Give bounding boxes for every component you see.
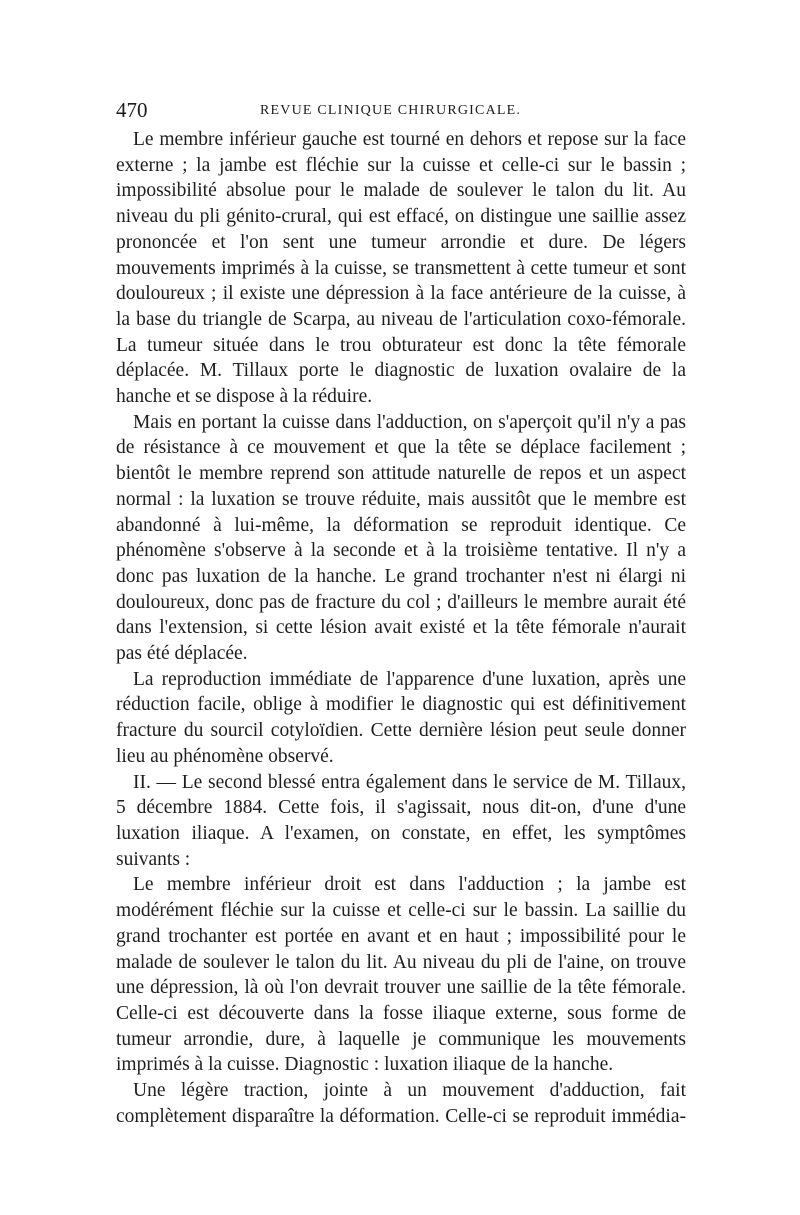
page-header: [116, 97, 686, 123]
paragraph-1: Le membre inférieur gauche est tourné en dehors et repose sur la face externe ; la jambe est fléchie sur la cuisse et celle-ci sur le bassin ; impossibilité absolue pour le malade de soulever le talon du lit. Au niveau du pli génito-crural, qui est effacé, on distingue une saillie assez prononcée et l'on sent une tumeur arrondie et dure. De légers mouvements imprimés à la cuisse, se transmettent à cette tumeur et sont douloureux ; il existe une dépression à la face antérieure de la cuisse, à la base du triangle de Scarpa, au niveau de l'articulation coxo-fémorale. La tumeur située dans le trou obturateur est donc la tête fémorale déplacée. M. Tillaux porte le diagnostic de luxation ovalaire de la hanche et se dispose à la réduire.: [116, 129, 686, 408]
page-number: 470: [116, 98, 148, 122]
paragraph-2: Mais en portant la cuisse dans l'adduction, on s'aperçoit qu'il n'y a pas de résistance à ce mouvement et que la tête se déplace facilement ; bientôt le membre reprend son attitude naturelle de repos et un aspect normal : la luxation se trouve réduite, mais aussitôt que le membre est abandonné à lui-même, la déformation se reproduit identique. Ce phénomène s'observe à la seconde et à la troisième tentative. Il n'y a donc pas luxation de la hanche. Le grand trochanter n'est ni élargi ni douloureux, donc pas de fracture du col ; d'ailleurs le membre aurait été dans l'extension, si cette lésion avait existé et la tête fémorale n'aurait pas été déplacée.: [116, 411, 686, 665]
paragraph-6: Une légère traction, jointe à un mouvement d'adduction, fait complètement disparaître la déformation. Celle-ci se reproduit immédia-: [116, 1080, 686, 1127]
paragraph-3: La reproduction immédiate de l'apparence d'une luxation, après une réduction facile, oblige à modifier le diagnostic qui est définitivement fracture du sourcil cotyloïdien. Cette dernière lésion peut seule donner lieu au phénomène observé.: [116, 668, 686, 767]
body-text: [116, 127, 686, 1129]
paragraph-5: Le membre inférieur droit est dans l'adduction ; la jambe est modérément fléchie sur la cuisse et celle-ci sur le bassin. La saillie du grand trochanter est portée en avant et en haut ; impossibilité pour le malade de soulever le talon du lit. Au niveau du pli de l'aine, on trouve une dépression, là où l'on devrait trouver une saillie de la tête fémorale. Celle-ci est découverte dans la fosse iliaque externe, sous forme de tumeur arrondie, dure, à laquelle je communique les mouvements imprimés à la cuisse. Diagnostic : luxation iliaque de la hanche.: [116, 874, 686, 1076]
paragraph-4: II. — Le second blessé entra également dans le service de M. Tillaux, 5 décembre 1884. Cette fois, il s'agissait, nous dit-on, d'une d'une luxation iliaque. A l'examen, on constate, en effet, les symptômes suivants :: [116, 771, 686, 870]
running-head: REVUE CLINIQUE CHIRURGICALE.: [260, 103, 522, 118]
